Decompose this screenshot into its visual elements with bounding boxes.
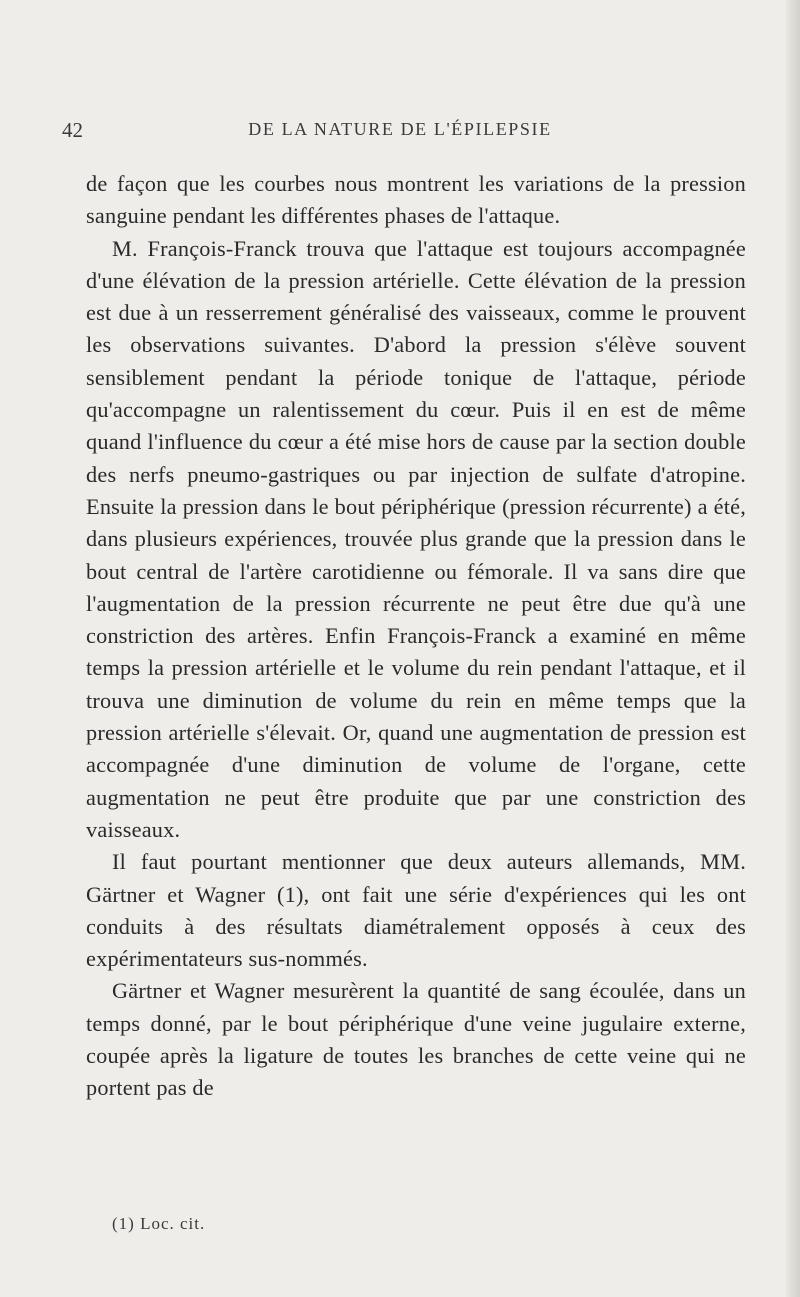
paragraph-2: M. François-Franck trouva que l'attaque est toujours accompagnée d'une élévation de la pression artérielle. Cette élévation de la pression est due à un resserrement généralisé des vaisseaux, comme le prouvent les observations suivantes. D'abord la pression s'élève souvent sensiblement pendant la période tonique de l'attaque, période qu'accompagne un ralentissement du cœur. Puis il en est de même quand l'influence du cœur a été mise hors de cause par la section double des nerfs pneumo-gastriques ou par injection de sulfate d'atropine. Ensuite la pression dans le bout périphérique (pression récurrente) a été, dans plusieurs expériences, trouvée plus grande que la pression dans le bout central de l'artère carotidienne ou fémorale. Il va sans dire que l'augmentation de la pression récurrente ne peut être due qu'à une constriction des artères. Enfin François-Franck a examiné en même temps la pression artérielle et le volume du rein pendant l'attaque, et il trouva une diminution de volume du rein en même temps que la pression artérielle s'élevait. Or, quand une augmentation de pression est accompagnée d'une diminution de volume de l'organe, cette augmentation ne peut être produite que par une constriction des vaisseaux.	[86, 235, 746, 842]
running-title: DE LA NATURE DE L'ÉPILEPSIE	[248, 119, 552, 139]
paragraph-3: Il faut pourtant mentionner que deux auteurs allemands, MM. Gärtner et Wagner (1), ont fait une série d'expériences qui les ont conduits à des résultats diamétralement opposés à ceux des expérimentateurs sus-nommés.	[86, 849, 746, 972]
page-header	[0, 118, 800, 148]
body-text	[86, 168, 746, 1105]
paragraph-4: Gärtner et Wagner mesurèrent la quantité de sang écoulée, dans un temps donné, par le bout périphérique d'une veine jugulaire externe, coupée après la ligature de toutes les branches de cette veine qui ne portent pas de	[86, 978, 746, 1101]
footnote: (1) Loc. cit.	[112, 1214, 206, 1233]
page-number: 42	[62, 118, 83, 142]
paragraph-1: de façon que les courbes nous montrent les variations de la pression sanguine pendant les différentes phases de l'attaque.	[86, 171, 746, 229]
page-edge-shadow	[786, 0, 800, 1297]
